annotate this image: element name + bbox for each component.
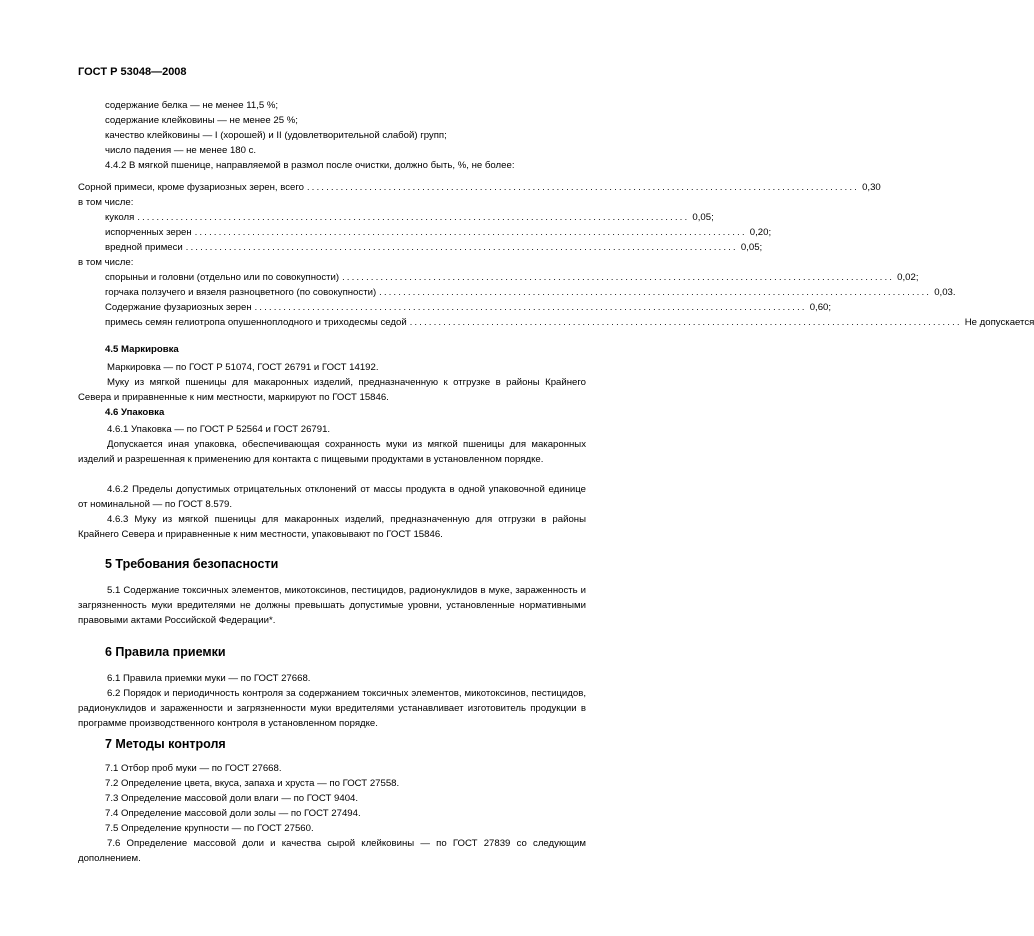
impurity-value: 0,30	[862, 182, 881, 193]
section-title-5: 5 Требования безопасности	[105, 557, 279, 571]
dot-leader: ...................................................................................................................	[185, 242, 738, 252]
section-title-6: 6 Правила приемки	[105, 645, 226, 659]
impurity-row-fusarium	[105, 300, 832, 315]
impurity-label: Содержание фузариозных зерен	[105, 302, 252, 313]
paragraph-4-6-3: 4.6.3 Муку из мягкой пшеницы для макаронных изделий, предназначенную для отгрузки в районы Крайнего Севера и приравненные к ним местности, упаковывают по ГОСТ 15846.	[78, 514, 586, 540]
paragraph-5-1: 5.1 Содержание токсичных элементов, микотоксинов, пестицидов, радионуклидов в муке, зараженность и загрязненность муки вредителями не должны превышать допустимые уровни, установленные нормативными правовыми актами Российской Федерации*.	[78, 585, 586, 626]
impurity-value: Не допускается	[964, 317, 1034, 328]
method-7-4: 7.4 Определение массовой доли золы — по ГОСТ 27494.	[105, 808, 361, 819]
impurity-value: 0,02;	[897, 272, 919, 283]
dot-leader: ...................................................................................................................	[409, 317, 962, 327]
impurity-value: 0,05;	[692, 212, 714, 223]
document-header: ГОСТ Р 53048—2008	[78, 66, 187, 78]
impurity-value: 0,05;	[740, 242, 763, 253]
method-7-3: 7.3 Определение массовой доли влаги — по ГОСТ 9404.	[105, 793, 359, 804]
req-line-gluten-quality: качество клейковины — I (хорошей) и II (удовлетворительной слабой) групп;	[105, 130, 447, 141]
req-line-gluten: содержание клейковины — не менее 25 %;	[105, 115, 298, 126]
paragraph-4-5-1: Маркировка — по ГОСТ Р 51074, ГОСТ 26791 и ГОСТ 14192.	[107, 362, 379, 373]
dot-leader: ...................................................................................................................	[137, 212, 690, 222]
paragraph-7-6: 7.6 Определение массовой доли и качества сырой клейковины — по ГОСТ 27839 со следующим дополнением.	[78, 838, 586, 864]
impurity-row-heliotrope	[105, 315, 1034, 330]
impurity-label: куколя	[105, 212, 135, 223]
impurity-label: испорченных зерен	[105, 227, 192, 238]
req-line-protein: содержание белка — не менее 11,5 %;	[105, 100, 279, 111]
impurity-label: Сорной примеси, кроме фузариозных зерен, всего	[78, 182, 304, 193]
impurity-value: 0,03.	[934, 287, 956, 298]
impurity-label: примесь семян гелиотропа опушенноплодного и триходесмы седой	[105, 317, 407, 328]
impurity-value: 0,20;	[749, 227, 772, 238]
impurity-label: спорыньи и головни (отдельно или по совокупности)	[105, 272, 340, 283]
impurity-value: 0,60;	[809, 302, 832, 313]
dot-leader: ...................................................................................................................	[307, 182, 860, 192]
dot-leader: ...................................................................................................................	[194, 227, 747, 237]
dot-leader: ...................................................................................................................	[254, 302, 807, 312]
including-label-1: в том числе:	[78, 197, 134, 208]
impurity-row-spoiled	[105, 225, 772, 240]
impurity-label: горчака ползучего и вязеля разноцветного (по совокупности)	[105, 287, 377, 298]
dot-leader: ...................................................................................................................	[379, 287, 932, 297]
impurity-row-weed	[78, 180, 881, 195]
impurity-row-kukol	[105, 210, 714, 225]
paragraph-4-6-1-b: Допускается иная упаковка, обеспечивающая сохранность муки из мягкой пшеницы для макаронных изделий и разрешенная к применению для контакта с пищевыми продуктами в установленном порядке.	[78, 439, 586, 465]
subsection-title-4-6: 4.6 Упаковка	[105, 407, 165, 418]
method-7-2: 7.2 Определение цвета, вкуса, запаха и хруста — по ГОСТ 27558.	[105, 778, 400, 789]
subsection-title-4-5: 4.5 Маркировка	[105, 344, 179, 355]
impurity-row-harmful	[105, 240, 763, 255]
impurity-row-smut	[105, 270, 919, 285]
impurity-row-mustard	[105, 285, 956, 300]
dot-leader: ...................................................................................................................	[342, 272, 895, 282]
including-label-2: в том числе:	[78, 257, 134, 268]
paragraph-4-6-1: 4.6.1 Упаковка — по ГОСТ Р 52564 и ГОСТ 26791.	[107, 424, 331, 435]
section-title-7: 7 Методы контроля	[105, 737, 226, 751]
paragraph-4-5-2: Муку из мягкой пшеницы для макаронных изделий, предназначенную к отгрузке в районы Крайнего Севера и приравненные к ним местности, маркируют по ГОСТ 15846.	[78, 377, 586, 403]
paragraph-6-2: 6.2 Порядок и периодичность контроля за содержанием токсичных элементов, микотоксинов, пестицидов, радионуклидов и зараженности и загрязненности муки вредителями устанавливает изготовитель продукции в программе производственного контроля в установленном порядке.	[78, 688, 586, 729]
impurity-label: вредной примеси	[105, 242, 183, 253]
clause-4-4-2: 4.4.2 В мягкой пшенице, направляемой в размол после очистки, должно быть, %, не более:	[105, 160, 515, 171]
paragraph-4-6-2: 4.6.2 Пределы допустимых отрицательных отклонений от массы продукта в одной упаковочной единице от номинальной — по ГОСТ 8.579.	[78, 484, 586, 510]
method-7-1: 7.1 Отбор проб муки — по ГОСТ 27668.	[105, 763, 282, 774]
method-7-5: 7.5 Определение крупности — по ГОСТ 27560.	[105, 823, 314, 834]
paragraph-6-1: 6.1 Правила приемки муки — по ГОСТ 27668.	[107, 673, 311, 684]
req-line-falling-number: число падения — не менее 180 с.	[105, 145, 257, 156]
